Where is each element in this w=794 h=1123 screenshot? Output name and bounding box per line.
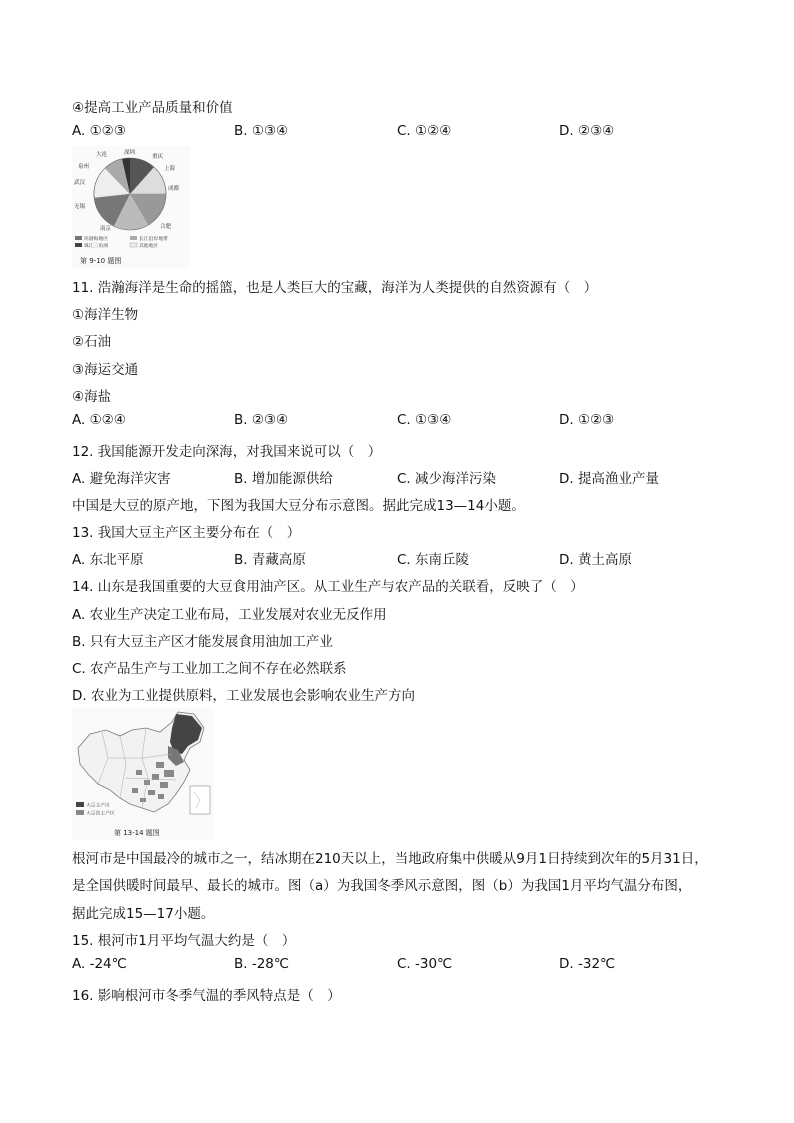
q15-option-d[interactable]: D. -32℃ — [559, 956, 616, 972]
soybean-map-svg — [72, 708, 214, 840]
q12-option-c[interactable]: C. 减少海洋污染 — [397, 471, 497, 487]
pie-label: 泉州 — [78, 164, 90, 170]
q13-stem: 13. 我国大豆主产区主要分布在（ ） — [72, 525, 301, 541]
q15-options — [72, 956, 732, 976]
intro-13-14: 中国是大豆的原产地，下图为我国大豆分布示意图。据此完成13—14小题。 — [72, 498, 525, 514]
q11-item: ④海盐 — [72, 389, 112, 405]
intro-15-17-line1: 根河市是中国最冷的城市之一，结冰期在210天以上，当地政府集中供暖从9月1日持续到次年的5月31日， — [72, 851, 708, 867]
soybean-secondary-area — [158, 794, 164, 799]
q12-option-b[interactable]: B. 增加能源供给 — [234, 471, 333, 487]
q12-stem: 12. 我国能源开发走向深海，对我国来说可以（ ） — [72, 444, 382, 460]
q16-stem: 16. 影响根河市冬季气温的季风特点是（ ） — [72, 988, 341, 1004]
pie-label: 合肥 — [160, 224, 172, 230]
q13-option-a[interactable]: A. 东北平原 — [72, 552, 144, 568]
intro-15-17-line2: 是全国供暖时间最早、最长的城市。图（a）为我国冬季风示意图，图（b）为我国1月平均气温分布图， — [72, 878, 692, 894]
q12-option-d[interactable]: D. 提高渔业产量 — [559, 471, 659, 487]
pie-figure-svg — [72, 146, 190, 268]
soybean-secondary-area — [164, 770, 174, 777]
q10-item-4: ④提高工业产品质量和价值 — [72, 100, 233, 116]
q12-option-a[interactable]: A. 避免海洋灾害 — [72, 471, 171, 487]
pie-label: 上海 — [164, 166, 176, 172]
pie-label: 深圳 — [124, 150, 136, 156]
q13-options — [72, 548, 732, 568]
map-caption: 第 13-14 题图 — [114, 829, 160, 837]
pie-label: 重庆 — [152, 154, 164, 160]
map-legend-item: 大豆主产区 — [86, 803, 110, 809]
q11-item: ③海运交通 — [72, 362, 139, 378]
soybean-secondary-area — [148, 790, 155, 795]
pie-label: 大连 — [96, 152, 108, 158]
soybean-secondary-area — [132, 788, 138, 793]
pie-legend-item: 长江沿岸地带 — [139, 237, 168, 242]
soybean-secondary-area — [140, 798, 146, 802]
q15-option-b[interactable]: B. -28℃ — [234, 956, 290, 972]
pie-label: 南京 — [100, 226, 112, 232]
intro-15-17-line3: 据此完成15—17小题。 — [72, 906, 215, 922]
q10-option-a[interactable]: A. ①②③ — [72, 123, 126, 139]
q14-option-c[interactable]: C. 农产品生产与工业加工之间不存在必然联系 — [72, 661, 347, 677]
q15-option-c[interactable]: C. -30℃ — [397, 956, 453, 972]
pie-caption: 第 9-10 题图 — [80, 257, 122, 265]
q14-option-b[interactable]: B. 只有大豆主产区才能发展食用油加工产业 — [72, 634, 333, 650]
q14-stem: 14. 山东是我国重要的大豆食用油产区。从工业生产与农产品的关联看，反映了（ ） — [72, 579, 584, 595]
q13-option-d[interactable]: D. 黄土高原 — [559, 552, 632, 568]
pie-legend-item: 珠江三角洲 — [84, 244, 108, 249]
q11-item: ①海洋生物 — [72, 307, 139, 323]
pie-legend-item: 环渤海地区 — [84, 237, 108, 242]
map-legend-item: 大豆次主产区 — [86, 811, 115, 817]
q14-option-a[interactable]: A. 农业生产决定工业布局，工业发展对农业无反作用 — [72, 607, 387, 623]
soybean-secondary-area — [136, 770, 142, 775]
q12-options — [72, 467, 732, 487]
pie-legend-item: 其他地区 — [139, 244, 159, 249]
pie-label: 成都 — [168, 186, 180, 192]
q10-options — [72, 123, 732, 143]
q11-option-d[interactable]: D. ①②③ — [559, 412, 615, 428]
q11-option-a[interactable]: A. ①②④ — [72, 412, 126, 428]
soybean-secondary-area — [160, 782, 168, 788]
q11-option-b[interactable]: B. ②③④ — [234, 412, 289, 428]
q11-stem: 11. 浩瀚海洋是生命的摇篮，也是人类巨大的宝藏，海洋为人类提供的自然资源有（ ） — [72, 280, 598, 296]
q15-stem: 15. 根河市1月平均气温大约是（ ） — [72, 933, 296, 949]
q11-item: ②石油 — [72, 334, 112, 350]
q13-option-c[interactable]: C. 东南丘陵 — [397, 552, 470, 568]
q14-option-d[interactable]: D. 农业为工业提供原料，工业发展也会影响农业生产方向 — [72, 688, 415, 704]
q15-option-a[interactable]: A. -24℃ — [72, 956, 127, 972]
q10-option-c[interactable]: C. ①②④ — [397, 123, 452, 139]
soybean-map-figure — [72, 708, 214, 840]
pie-figure — [72, 146, 190, 268]
pie-label: 无锡 — [74, 204, 86, 210]
q10-option-d[interactable]: D. ②③④ — [559, 123, 615, 139]
pie-label: 武汉 — [74, 180, 86, 186]
q13-option-b[interactable]: B. 青藏高原 — [234, 552, 306, 568]
q11-options — [72, 412, 732, 432]
q10-option-b[interactable]: B. ①③④ — [234, 123, 289, 139]
soybean-secondary-area — [156, 762, 164, 768]
q11-option-c[interactable]: C. ①③④ — [397, 412, 452, 428]
